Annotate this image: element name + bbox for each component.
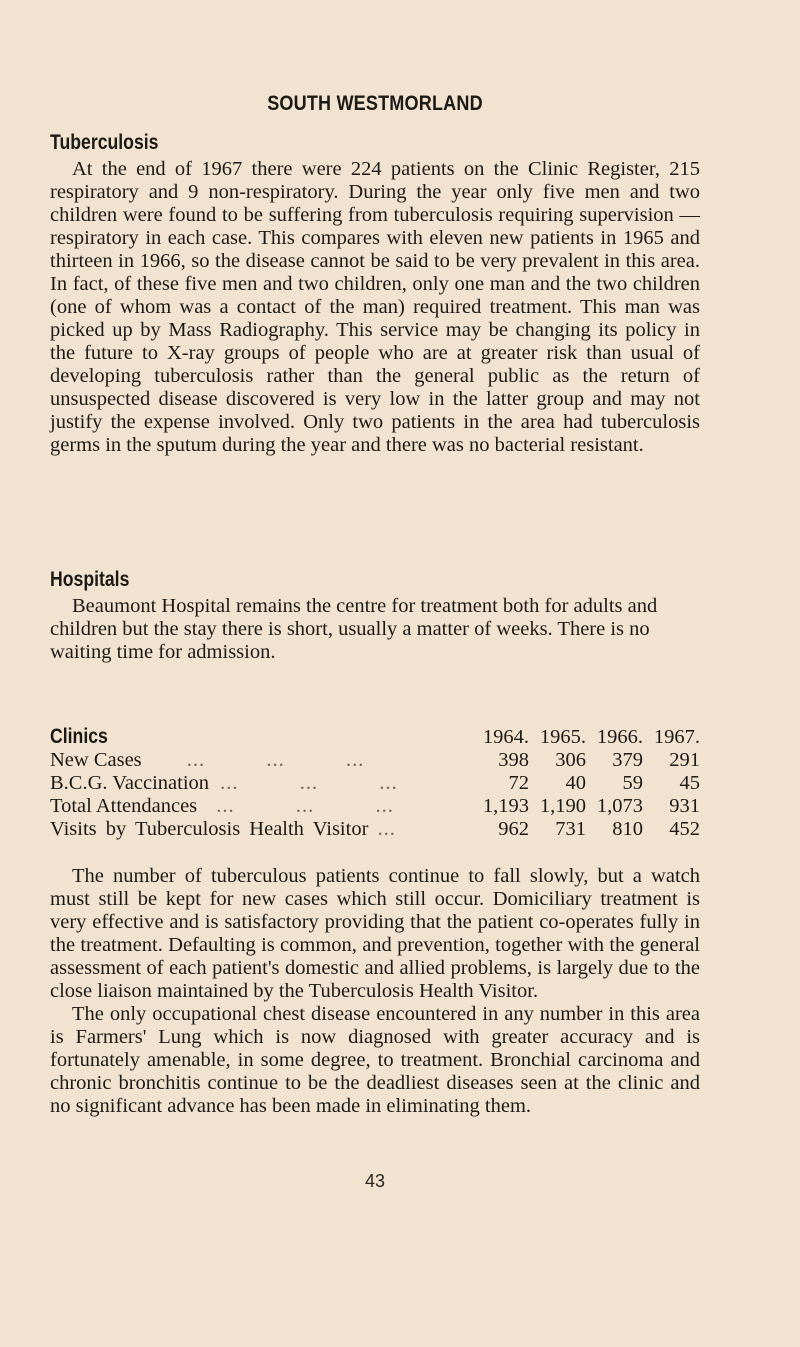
table-cell: 1,190 — [539, 795, 586, 817]
year-header: 1964. — [482, 725, 529, 748]
clinics-table — [50, 725, 700, 841]
leader-dots: ... ... ... — [220, 772, 398, 794]
discussion-paragraph-2: The only occupational chest disease encountered in any number in this area is Farmers' Lung which is now diagnosed with greater accuracy and is fortunately amenable, in some degree, to treatment. Bronchial carcinoma and chronic bronchitis continue to be the deadliest diseases seen at the clinic and no significant advance has been made in eliminating them. — [50, 1003, 700, 1117]
table-header-row — [50, 725, 700, 749]
hospitals-heading: Hospitals — [50, 568, 130, 591]
table-cell: 291 — [669, 749, 700, 771]
table-cell: 72 — [508, 772, 529, 794]
hospitals-paragraph: Beaumont Hospital remains the centre for treatment both for adults and children but the stay there is short, usually a matter of weeks. There is no waiting time for admission. — [50, 595, 658, 663]
row-label-cell — [50, 795, 470, 818]
row-label: Visits by Tuberculosis Health Visitor — [50, 818, 369, 840]
tuberculosis-section — [50, 131, 700, 457]
discussion-paragraph-1: The number of tuberculous patients continue to fall slowly, but a watch must still be kept for new cases which still occur. Domiciliary treatment is very effective and is satisfactory providing that the patient co-operates fully in the treatment. Defaulting is common, and prevention, together with the general assessment of each patient's domestic and allied problems, is largely due to the close liaison maintained by the Tuberculosis Health Visitor. — [50, 865, 700, 1002]
table-cell: 306 — [555, 749, 586, 771]
table-cell: 931 — [669, 795, 700, 817]
row-label-cell — [50, 772, 470, 795]
row-label-cell — [50, 818, 470, 841]
leader-dots: ... — [377, 818, 396, 840]
year-header: 1966. — [596, 725, 643, 748]
tuberculosis-paragraph: At the end of 1967 there were 224 patients on the Clinic Register, 215 respiratory and 9 non-respiratory. During the year only five men and two children were found to be suffering from tuberculosis requiring supervision — respiratory in each case. This compares with eleven new patients in 1965 and thirteen in 1966, so the disease cannot be said to be very prevalent in this area. In fact, of these five men and two children, only one man and the two children (one of whom was a contact of the man) required treatment. This man was picked up by Mass Radiography. This service may be changing its policy in the future to X-ray groups of people who are at greater risk than usual of developing tuberculosis rather than the general public as the return of unsuspected disease discovered is very low in the latter group and may not justify the expense involved. Only two patients in the area had tuberculosis germs in the sputum during the year and there was no bacterial resistant. — [50, 158, 700, 456]
table-cell: 379 — [612, 749, 643, 771]
row-label: New Cases — [50, 749, 142, 771]
row-label-cell — [50, 749, 470, 772]
table-header-label — [50, 725, 470, 749]
row-label: B.C.G. Vaccination — [50, 772, 210, 794]
running-head: SOUTH WESTMORLAND — [267, 92, 483, 115]
row-label: Total Attendances — [50, 795, 198, 817]
leader-dots: ... ... ... — [216, 795, 394, 817]
year-header: 1967. — [653, 725, 700, 748]
table-row — [50, 772, 700, 795]
table-cell: 1,073 — [596, 795, 643, 817]
table-row — [50, 749, 700, 772]
table-row — [50, 818, 700, 841]
leader-dots: ... ... ... — [186, 749, 365, 771]
table-cell: 59 — [622, 772, 643, 794]
page-number: 43 — [364, 1171, 386, 1191]
table-cell: 398 — [498, 749, 529, 771]
table-cell: 810 — [612, 818, 643, 840]
hospitals-section — [50, 568, 700, 664]
clinics-table-section — [50, 725, 700, 841]
table-cell: 962 — [498, 818, 529, 840]
table-cell: 731 — [555, 818, 586, 840]
discussion-section — [50, 865, 700, 1118]
table-cell: 40 — [565, 772, 586, 794]
table-row — [50, 795, 700, 818]
year-header: 1965. — [539, 725, 586, 748]
clinics-heading: Clinics — [50, 725, 108, 748]
table-cell: 1,193 — [482, 795, 529, 817]
table-cell: 452 — [669, 818, 700, 840]
tuberculosis-heading: Tuberculosis — [50, 131, 159, 154]
table-cell: 45 — [679, 772, 700, 794]
